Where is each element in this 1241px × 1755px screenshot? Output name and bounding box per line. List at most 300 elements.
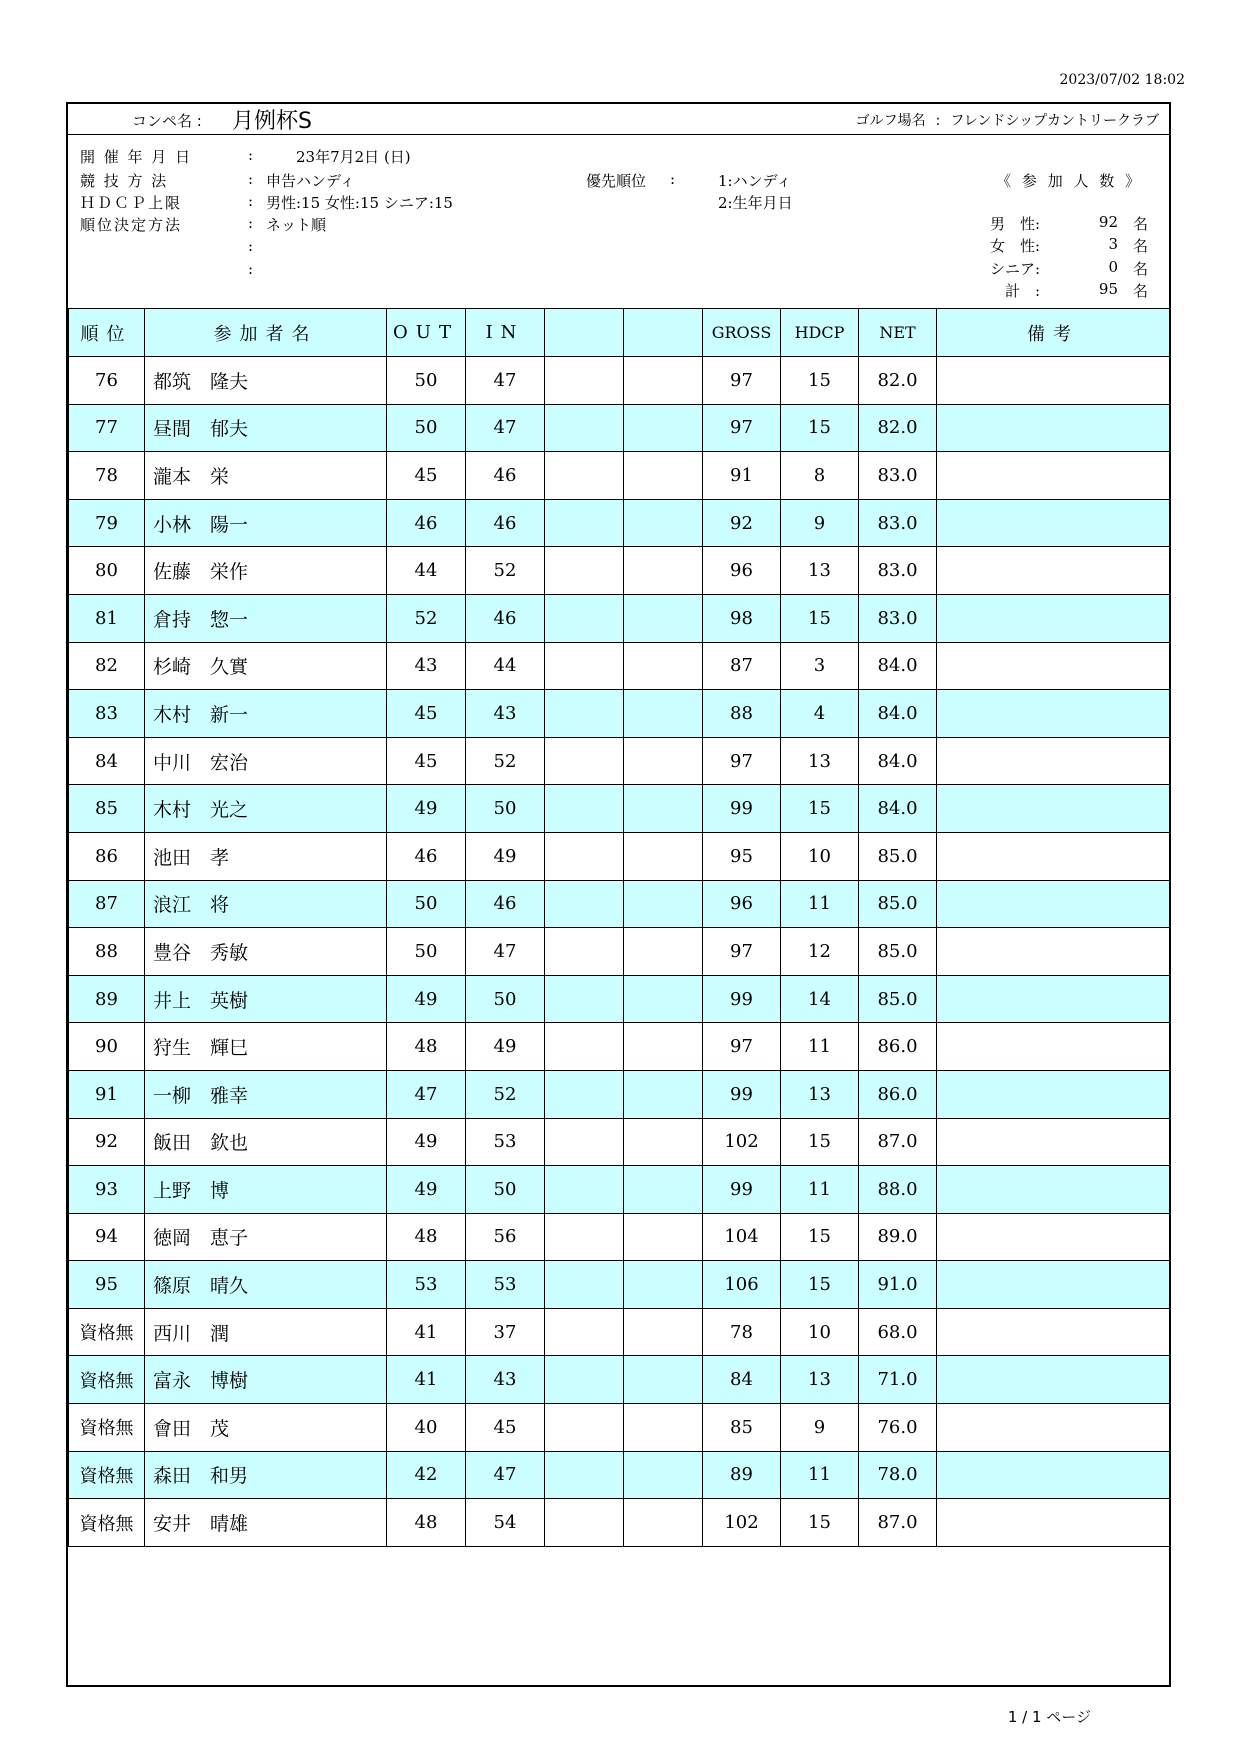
cell-blank <box>624 1499 703 1547</box>
cell-hdcp: 15 <box>781 1499 859 1547</box>
table-row <box>69 499 1170 547</box>
cell-net: 85.0 <box>859 975 937 1023</box>
table-row <box>69 1451 1170 1499</box>
cell-net: 85.0 <box>859 928 937 976</box>
cell-name: 一柳 雅幸 <box>145 1070 387 1118</box>
cell-net: 87.0 <box>859 1118 937 1166</box>
cell-blank <box>545 404 624 452</box>
cell-in: 50 <box>466 785 545 833</box>
cell-out: 49 <box>387 1118 466 1166</box>
cell-blank <box>545 690 624 738</box>
cell-name: 狩生 輝巳 <box>145 1023 387 1071</box>
cell-rank: 資格無 <box>69 1451 145 1499</box>
cell-out: 49 <box>387 975 466 1023</box>
table-row <box>69 1070 1170 1118</box>
cell-in: 37 <box>466 1308 545 1356</box>
cell-gross: 106 <box>703 1261 781 1309</box>
table-row <box>69 880 1170 928</box>
cell-out: 50 <box>387 880 466 928</box>
header-gross: GROSS <box>703 309 781 357</box>
cell-name: 木村 新一 <box>145 690 387 738</box>
cell-in: 47 <box>466 1451 545 1499</box>
cell-rank: 資格無 <box>69 1499 145 1547</box>
count-label: 計 : <box>990 282 1041 300</box>
cell-note <box>937 1166 1170 1214</box>
cell-blank <box>545 1404 624 1452</box>
cell-blank <box>624 737 703 785</box>
cell-net: 76.0 <box>859 1404 937 1452</box>
cell-note <box>937 499 1170 547</box>
cell-rank: 86 <box>69 832 145 880</box>
cell-out: 45 <box>387 690 466 738</box>
cell-gross: 97 <box>703 928 781 976</box>
table-row <box>69 928 1170 976</box>
cell-net: 83.0 <box>859 499 937 547</box>
cell-in: 46 <box>466 594 545 642</box>
count-unit: 名 <box>1132 260 1148 278</box>
print-timestamp: 2023/07/02 18:02 <box>1059 72 1185 88</box>
cell-out: 49 <box>387 1166 466 1214</box>
cell-blank <box>545 1023 624 1071</box>
cell-blank <box>545 975 624 1023</box>
info-label: 競 技 方 法 <box>80 172 169 190</box>
info-label: 開 催 年 月 日 <box>80 148 193 166</box>
cell-gross: 99 <box>703 1070 781 1118</box>
cell-out: 44 <box>387 547 466 595</box>
cell-out: 49 <box>387 785 466 833</box>
cell-in: 54 <box>466 1499 545 1547</box>
cell-blank <box>624 1023 703 1071</box>
priority-item: 2:生年月日 <box>718 194 793 212</box>
cell-blank <box>624 832 703 880</box>
table-row <box>69 547 1170 595</box>
header-rank: 順位 <box>69 309 145 357</box>
cell-in: 47 <box>466 404 545 452</box>
cell-net: 83.0 <box>859 594 937 642</box>
cell-name: 西川 潤 <box>145 1308 387 1356</box>
cell-in: 46 <box>466 452 545 500</box>
cell-in: 44 <box>466 642 545 690</box>
cell-gross: 85 <box>703 1404 781 1452</box>
cell-hdcp: 13 <box>781 1356 859 1404</box>
cell-note <box>937 594 1170 642</box>
participants-title: 《 参 加 人 数 》 <box>996 172 1143 190</box>
course-label: ゴルフ場名 <box>855 113 926 129</box>
info-colon: : <box>248 237 254 255</box>
cell-net: 85.0 <box>859 832 937 880</box>
table-row <box>69 1213 1170 1261</box>
table-row <box>69 452 1170 500</box>
cell-name: 倉持 惣一 <box>145 594 387 642</box>
cell-gross: 98 <box>703 594 781 642</box>
cell-hdcp: 11 <box>781 1023 859 1071</box>
cell-hdcp: 4 <box>781 690 859 738</box>
cell-rank: 76 <box>69 357 145 405</box>
cell-out: 40 <box>387 1404 466 1452</box>
cell-net: 78.0 <box>859 1451 937 1499</box>
cell-note <box>937 1261 1170 1309</box>
info-colon: : <box>248 260 254 278</box>
cell-blank <box>624 690 703 738</box>
cell-hdcp: 13 <box>781 547 859 595</box>
cell-name: 會田 茂 <box>145 1404 387 1452</box>
cell-out: 46 <box>387 832 466 880</box>
cell-rank: 95 <box>69 1261 145 1309</box>
cell-out: 48 <box>387 1213 466 1261</box>
cell-in: 49 <box>466 832 545 880</box>
cell-blank <box>545 499 624 547</box>
header-out: OUT <box>387 309 466 357</box>
cell-out: 41 <box>387 1308 466 1356</box>
cell-hdcp: 15 <box>781 1213 859 1261</box>
cell-blank <box>624 1451 703 1499</box>
cell-name: 徳岡 恵子 <box>145 1213 387 1261</box>
cell-blank <box>624 452 703 500</box>
cell-rank: 92 <box>69 1118 145 1166</box>
cell-gross: 104 <box>703 1213 781 1261</box>
cell-hdcp: 15 <box>781 594 859 642</box>
table-header-row <box>69 309 1170 357</box>
info-value: ネット順 <box>266 216 327 234</box>
info-value: 男性:15 女性:15 シニア:15 <box>266 194 453 212</box>
info-colon: : <box>248 214 254 232</box>
cell-net: 84.0 <box>859 690 937 738</box>
cell-net: 84.0 <box>859 737 937 785</box>
cell-rank: 82 <box>69 642 145 690</box>
cell-in: 52 <box>466 737 545 785</box>
participant-count-male <box>990 213 1152 235</box>
cell-gross: 95 <box>703 832 781 880</box>
cell-net: 83.0 <box>859 547 937 595</box>
info-colon: : <box>248 170 254 188</box>
cell-net: 83.0 <box>859 452 937 500</box>
cell-name: 瀧本 栄 <box>145 452 387 500</box>
cell-out: 48 <box>387 1499 466 1547</box>
table-row <box>69 690 1170 738</box>
cell-note <box>937 1356 1170 1404</box>
info-value: 申告ハンディ <box>266 172 355 190</box>
cell-blank <box>624 499 703 547</box>
cell-blank <box>624 1118 703 1166</box>
header-in: IN <box>466 309 545 357</box>
cell-blank <box>545 452 624 500</box>
results-body <box>69 357 1170 1547</box>
cell-net: 89.0 <box>859 1213 937 1261</box>
table-row <box>69 832 1170 880</box>
cell-hdcp: 11 <box>781 1166 859 1214</box>
cell-rank: 77 <box>69 404 145 452</box>
table-row <box>69 785 1170 833</box>
participant-count-female <box>990 235 1152 257</box>
cell-rank: 80 <box>69 547 145 595</box>
cell-name: 中川 宏治 <box>145 737 387 785</box>
cell-blank <box>624 1404 703 1452</box>
cell-out: 50 <box>387 357 466 405</box>
cell-note <box>937 404 1170 452</box>
cell-hdcp: 9 <box>781 1404 859 1452</box>
cell-hdcp: 11 <box>781 1451 859 1499</box>
info-value: 23年7月2日 (日) <box>266 148 411 166</box>
cell-net: 71.0 <box>859 1356 937 1404</box>
count-unit: 名 <box>1132 237 1148 255</box>
header-net: NET <box>859 309 937 357</box>
cell-net: 87.0 <box>859 1499 937 1547</box>
cell-blank <box>545 1499 624 1547</box>
cell-out: 45 <box>387 452 466 500</box>
table-row <box>69 1023 1170 1071</box>
cell-note <box>937 737 1170 785</box>
cell-blank <box>624 1308 703 1356</box>
course-name: フレンドシップカントリークラブ <box>950 113 1159 129</box>
cell-out: 46 <box>387 499 466 547</box>
cell-blank <box>624 1213 703 1261</box>
cell-rank: 79 <box>69 499 145 547</box>
cell-hdcp: 10 <box>781 832 859 880</box>
cell-note <box>937 832 1170 880</box>
table-row <box>69 1404 1170 1452</box>
cell-out: 50 <box>387 928 466 976</box>
priority-colon: : <box>670 170 676 188</box>
cell-net: 85.0 <box>859 880 937 928</box>
cell-in: 50 <box>466 975 545 1023</box>
cell-name: 飯田 欽也 <box>145 1118 387 1166</box>
cell-rank: 90 <box>69 1023 145 1071</box>
cell-out: 48 <box>387 1023 466 1071</box>
cell-note <box>937 785 1170 833</box>
cell-note <box>937 1118 1170 1166</box>
cell-gross: 89 <box>703 1451 781 1499</box>
cell-rank: 83 <box>69 690 145 738</box>
info-label: 順位決定方法 <box>80 216 183 234</box>
page-number: 1 / 1 ページ <box>1007 1708 1091 1726</box>
results-sheet <box>66 102 1171 1687</box>
cell-hdcp: 13 <box>781 1070 859 1118</box>
cell-gross: 102 <box>703 1118 781 1166</box>
cell-rank: 88 <box>69 928 145 976</box>
cell-gross: 96 <box>703 547 781 595</box>
header-blank <box>545 309 624 357</box>
cell-name: 浪江 将 <box>145 880 387 928</box>
cell-in: 46 <box>466 880 545 928</box>
cell-gross: 99 <box>703 975 781 1023</box>
table-row <box>69 1499 1170 1547</box>
cell-note <box>937 1404 1170 1452</box>
cell-note <box>937 1308 1170 1356</box>
table-row <box>69 1118 1170 1166</box>
cell-blank <box>624 1356 703 1404</box>
cell-in: 43 <box>466 1356 545 1404</box>
cell-blank <box>545 737 624 785</box>
table-row <box>69 404 1170 452</box>
cell-note <box>937 547 1170 595</box>
cell-hdcp: 15 <box>781 785 859 833</box>
cell-net: 91.0 <box>859 1261 937 1309</box>
cell-gross: 88 <box>703 690 781 738</box>
cell-blank <box>545 928 624 976</box>
cell-blank <box>545 880 624 928</box>
results-table <box>68 308 1170 1547</box>
header-hdcp: HDCP <box>781 309 859 357</box>
count-value: 95 <box>1098 280 1118 298</box>
table-row <box>69 357 1170 405</box>
header-blank <box>624 309 703 357</box>
cell-gross: 99 <box>703 1166 781 1214</box>
info-label: ＨＤＣＰ上限 <box>80 194 183 212</box>
count-label: シニア: <box>990 260 1041 278</box>
title-row <box>68 104 1169 135</box>
count-unit: 名 <box>1132 282 1148 300</box>
participant-count-senior <box>990 258 1152 280</box>
cell-net: 68.0 <box>859 1308 937 1356</box>
cell-note <box>937 357 1170 405</box>
cell-blank <box>545 832 624 880</box>
cell-gross: 99 <box>703 785 781 833</box>
course-info <box>856 110 1159 130</box>
cell-note <box>937 1023 1170 1071</box>
cell-gross: 96 <box>703 880 781 928</box>
table-row <box>69 1261 1170 1309</box>
cell-name: 豊谷 秀敏 <box>145 928 387 976</box>
cell-in: 50 <box>466 1166 545 1214</box>
cell-blank <box>545 547 624 595</box>
table-row <box>69 975 1170 1023</box>
cell-note <box>937 690 1170 738</box>
cell-blank <box>545 1070 624 1118</box>
cell-gross: 97 <box>703 404 781 452</box>
count-value: 0 <box>1108 258 1118 276</box>
info-colon: : <box>248 146 254 164</box>
table-row <box>69 1356 1170 1404</box>
cell-hdcp: 13 <box>781 737 859 785</box>
cell-blank <box>624 1261 703 1309</box>
count-value: 3 <box>1108 235 1118 253</box>
cell-in: 46 <box>466 499 545 547</box>
table-row <box>69 594 1170 642</box>
cell-in: 53 <box>466 1261 545 1309</box>
cell-name: 富永 博樹 <box>145 1356 387 1404</box>
cell-hdcp: 9 <box>781 499 859 547</box>
cell-net: 84.0 <box>859 785 937 833</box>
cell-blank <box>545 1213 624 1261</box>
cell-hdcp: 10 <box>781 1308 859 1356</box>
priority-item: 1:ハンディ <box>718 172 792 190</box>
cell-name: 安井 晴雄 <box>145 1499 387 1547</box>
cell-blank <box>545 357 624 405</box>
cell-hdcp: 15 <box>781 404 859 452</box>
cell-blank <box>624 928 703 976</box>
cell-out: 53 <box>387 1261 466 1309</box>
table-row <box>69 1308 1170 1356</box>
cell-in: 45 <box>466 1404 545 1452</box>
cell-gross: 87 <box>703 642 781 690</box>
cell-rank: 84 <box>69 737 145 785</box>
cell-blank <box>624 880 703 928</box>
count-value: 92 <box>1098 213 1118 231</box>
cell-in: 47 <box>466 357 545 405</box>
cell-rank: 81 <box>69 594 145 642</box>
cell-blank <box>545 1451 624 1499</box>
cell-note <box>937 975 1170 1023</box>
cell-name: 都筑 隆夫 <box>145 357 387 405</box>
cell-out: 41 <box>387 1356 466 1404</box>
course-separator: : <box>935 113 941 129</box>
table-row <box>69 737 1170 785</box>
cell-rank: 資格無 <box>69 1308 145 1356</box>
cell-blank <box>624 975 703 1023</box>
cell-name: 昼間 郁夫 <box>145 404 387 452</box>
cell-net: 88.0 <box>859 1166 937 1214</box>
cell-name: 上野 博 <box>145 1166 387 1214</box>
cell-note <box>937 642 1170 690</box>
cell-rank: 93 <box>69 1166 145 1214</box>
cell-out: 52 <box>387 594 466 642</box>
cell-note <box>937 1070 1170 1118</box>
priority-label: 優先順位 <box>586 172 647 190</box>
cell-in: 43 <box>466 690 545 738</box>
cell-rank: 78 <box>69 452 145 500</box>
header-name: 参加者名 <box>145 309 387 357</box>
cell-out: 43 <box>387 642 466 690</box>
cell-blank <box>624 594 703 642</box>
cell-name: 篠原 晴久 <box>145 1261 387 1309</box>
cell-blank <box>545 1261 624 1309</box>
participant-count-total <box>990 280 1152 302</box>
cell-in: 47 <box>466 928 545 976</box>
cell-net: 82.0 <box>859 357 937 405</box>
cell-name: 木村 光之 <box>145 785 387 833</box>
cell-blank <box>545 785 624 833</box>
cell-out: 50 <box>387 404 466 452</box>
competition-name: 月例杯S <box>232 109 312 134</box>
cell-in: 53 <box>466 1118 545 1166</box>
cell-name: 井上 英樹 <box>145 975 387 1023</box>
cell-blank <box>624 357 703 405</box>
cell-gross: 97 <box>703 737 781 785</box>
info-colon: : <box>248 192 254 210</box>
cell-out: 47 <box>387 1070 466 1118</box>
competition-info <box>68 134 1169 309</box>
cell-note <box>937 880 1170 928</box>
table-row <box>69 1166 1170 1214</box>
cell-in: 49 <box>466 1023 545 1071</box>
header-note: 備考 <box>937 309 1170 357</box>
cell-net: 82.0 <box>859 404 937 452</box>
cell-net: 86.0 <box>859 1023 937 1071</box>
cell-out: 42 <box>387 1451 466 1499</box>
table-row <box>69 642 1170 690</box>
cell-out: 45 <box>387 737 466 785</box>
count-label: 男 性: <box>990 215 1041 233</box>
cell-name: 小林 陽一 <box>145 499 387 547</box>
cell-name: 池田 孝 <box>145 832 387 880</box>
cell-in: 56 <box>466 1213 545 1261</box>
cell-blank <box>624 1070 703 1118</box>
cell-net: 86.0 <box>859 1070 937 1118</box>
cell-net: 84.0 <box>859 642 937 690</box>
cell-rank: 資格無 <box>69 1404 145 1452</box>
cell-blank <box>545 1118 624 1166</box>
cell-note <box>937 1451 1170 1499</box>
cell-blank <box>624 1166 703 1214</box>
cell-blank <box>545 1166 624 1214</box>
cell-hdcp: 3 <box>781 642 859 690</box>
cell-blank <box>545 1356 624 1404</box>
cell-rank: 89 <box>69 975 145 1023</box>
cell-rank: 94 <box>69 1213 145 1261</box>
count-label: 女 性: <box>990 237 1041 255</box>
cell-hdcp: 11 <box>781 880 859 928</box>
competition-label: コンペ名 : <box>132 112 202 130</box>
